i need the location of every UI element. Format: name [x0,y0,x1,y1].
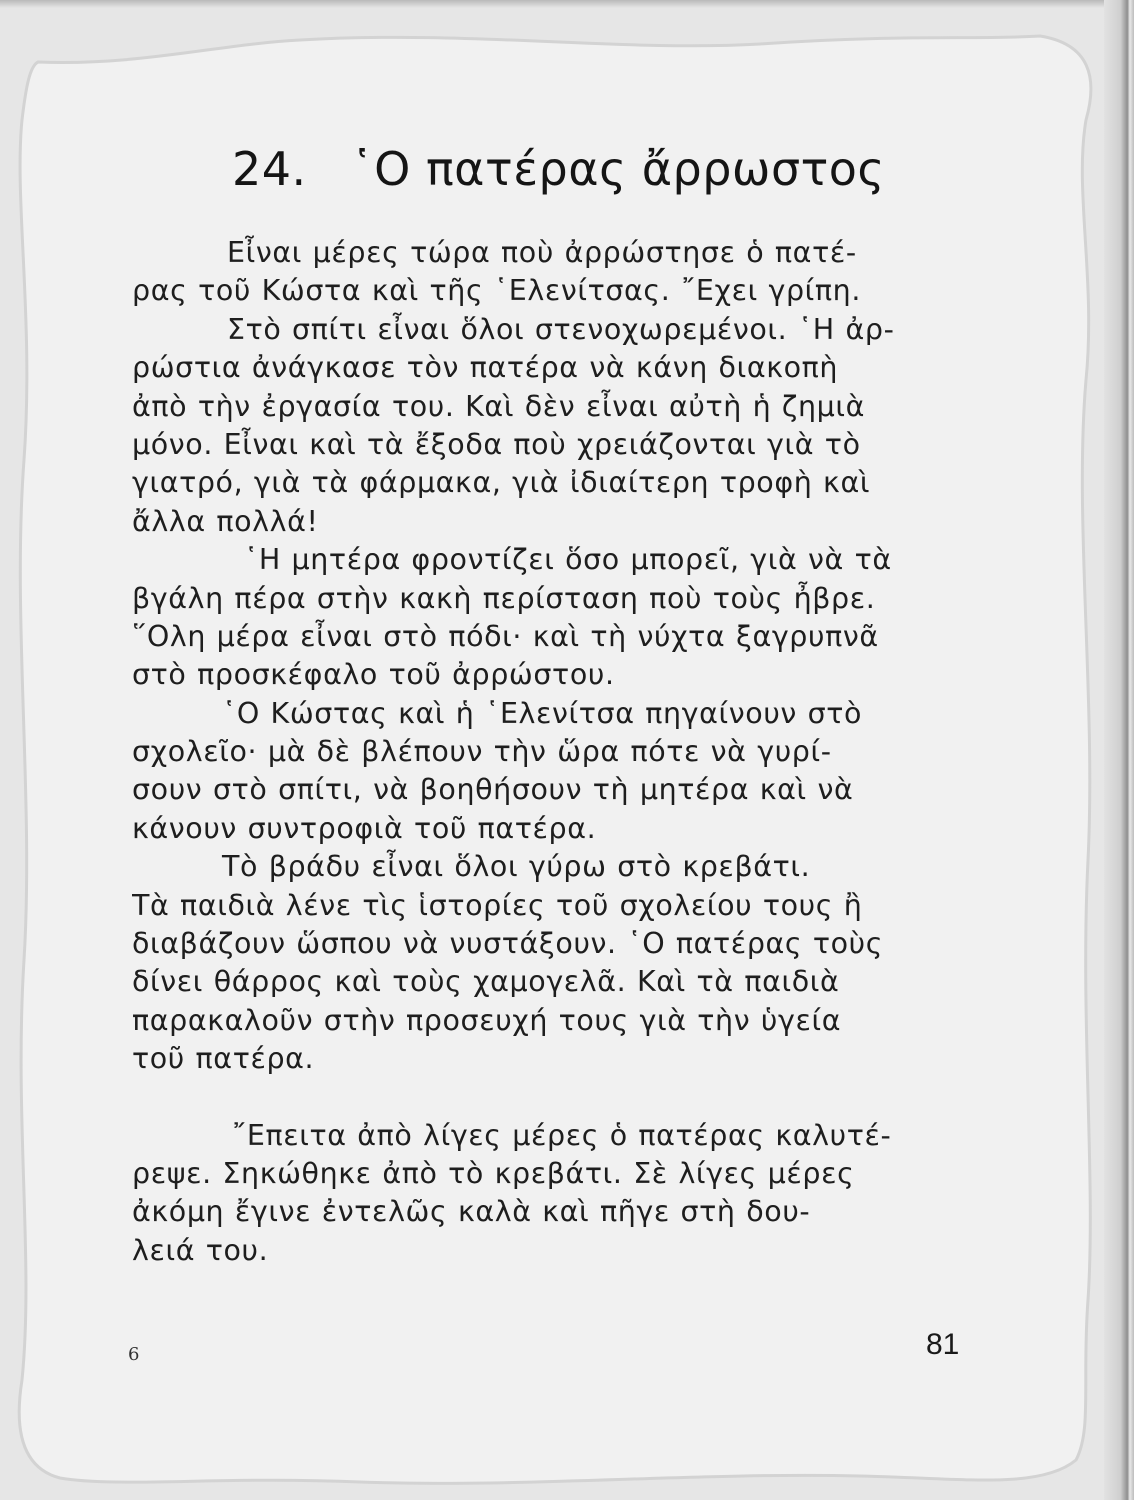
text-line: ρώστια ἀνάγκασε τὸν πατέρα νὰ κάνη διακοπὴ [132,351,839,385]
text-line: ρας τοῦ Κώστα καὶ τῆς ῾Ελενίτσας. ῎Εχει γρίπη. [132,274,861,308]
text-line: βγάλη πέρα στὴν κακὴ περίσταση ποὺ τοὺς ἦβρε. [132,581,876,615]
chapter-title: ῾Ο πατέρας ἄρρωστος [350,142,885,196]
text-line: μόνο. Εἶναι καὶ τὰ ἔξοδα ποὺ χρειάζονται γιὰ τὸ [132,427,861,461]
page-number: 81 [926,1328,960,1361]
text-line: Εἶναι μέρες τώρα ποὺ ἀρρώστησε ὁ πατέ- [227,236,857,269]
text-line: ἀπὸ τὴν ἐργασία του. Καὶ δὲν εἶναι αὐτὴ ἡ ζημιὰ [132,389,866,423]
text-line: δίνει θάρρος καὶ τοὺς χαμογελᾶ. Καὶ τὰ παιδιὰ [132,965,840,999]
chapter-heading [232,142,885,196]
paragraph-gap [132,1079,950,1117]
text-line: ἄλλα πολλά! [132,504,319,538]
signature-mark: 6 [128,1344,140,1365]
text-line: σχολεῖο· μὰ δὲ βλέπουν τὴν ὥρα πότε νὰ γυρί- [132,735,832,769]
text-line: Τὰ παιδιὰ λένε τὶς ἱστορίες τοῦ σχολείου τους ἢ [132,888,863,922]
text-line: ρεψε. Σηκώθηκε ἀπὸ τὸ κρεβάτι. Σὲ λίγες μέρες [132,1156,855,1190]
text-line: γιατρό, γιὰ τὰ φάρμακα, γιὰ ἰδιαίτερη τροφὴ καὶ [132,466,871,500]
text-line: παρακαλοῦν στὴν προσευχή τους γιὰ τὴν ὑγεία [132,1003,842,1037]
text-line: διαβάζουν ὥσπου νὰ νυστάξουν. ῾Ο πατέρας τοὺς [132,927,884,961]
text-line: Στὸ σπίτι εἶναι ὅλοι στενοχωρεμένοι. ῾Η ἀρ- [227,312,895,346]
text-line: κάνουν συντροφιὰ τοῦ πατέρα. [132,811,597,845]
story-text [132,234,950,1270]
chapter-number: 24. [232,142,307,196]
text-line: ῾Ο Κώστας καὶ ἡ ῾Ελενίτσα πηγαίνουν στὸ [222,696,863,730]
book-binding-edge [1104,0,1134,1500]
text-line: ῎Επειτα ἀπὸ λίγες μέρες ὁ πατέρας καλυτέ- [232,1118,892,1152]
text-line: ἀκόμη ἔγινε ἐντελῶς καλὰ καὶ πῆγε στὴ δου- [132,1195,811,1229]
text-line: σουν στὸ σπίτι, νὰ βοηθήσουν τὴ μητέρα καὶ νὰ [132,773,854,807]
text-line: λειά του. [132,1233,269,1267]
text-line: τοῦ πατέρα. [132,1042,315,1076]
text-line: Τὸ βράδυ εἶναι ὅλοι γύρω στὸ κρεβάτι. [222,850,811,884]
text-line: ῞Ολη μέρα εἶναι στὸ πόδι· καὶ τὴ νύχτα ξαγρυπνᾶ [132,619,879,653]
text-line: ῾Η μητέρα φροντίζει ὅσο μπορεῖ, γιὰ νὰ τὰ [244,543,892,577]
text-line: στὸ προσκέφαλο τοῦ ἀρρώστου. [132,658,615,692]
